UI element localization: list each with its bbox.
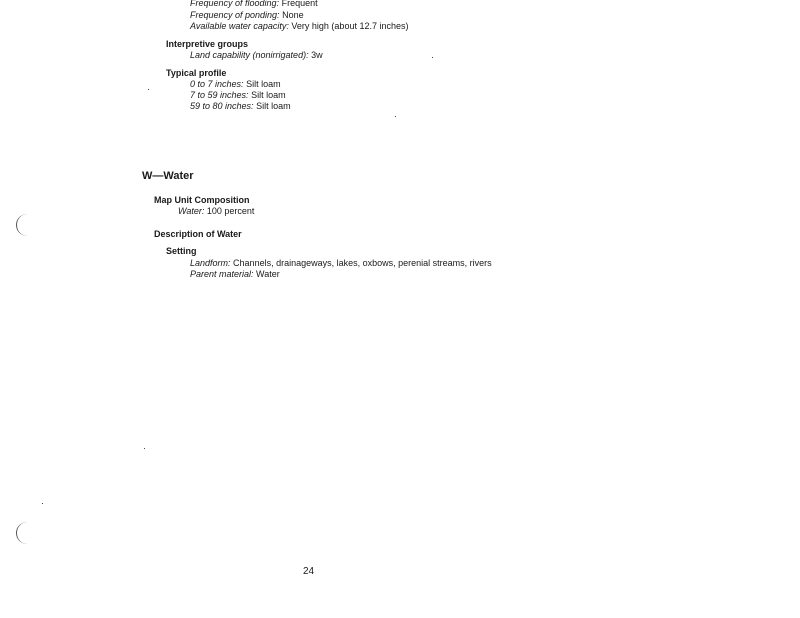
- binder-hole-mark: [16, 522, 31, 544]
- profile-row: [190, 79, 281, 90]
- profile-depth: 0 to 7 inches:: [190, 79, 244, 89]
- scan-speck: [148, 89, 149, 90]
- map-unit-title: W—Water: [142, 170, 194, 182]
- profile-depth: 59 to 80 inches:: [190, 101, 254, 111]
- profile-depth: 7 to 59 inches:: [190, 90, 249, 100]
- ponding-label: Frequency of ponding:: [190, 10, 280, 20]
- awc-line: [190, 21, 408, 32]
- awc-value: Very high (about 12.7 inches): [291, 21, 409, 31]
- landform-label: Landform:: [190, 258, 231, 268]
- setting-heading: Setting: [166, 246, 197, 256]
- interpretive-groups-heading: Interpretive groups: [166, 39, 249, 49]
- land-capability-line: [190, 50, 323, 61]
- scan-speck: [395, 116, 396, 117]
- flooding-label: Frequency of flooding:: [190, 0, 280, 8]
- ponding-line: [190, 10, 304, 21]
- composition-label: Water:: [178, 206, 205, 216]
- scan-speck: [144, 448, 145, 449]
- profile-texture: Silt loam: [251, 90, 286, 100]
- flooding-value: Frequent: [281, 0, 318, 8]
- landform-line: [190, 258, 492, 269]
- land-capability-value: 3w: [311, 50, 323, 60]
- parent-material-line: [190, 269, 280, 280]
- landform-value: Channels, drainageways, lakes, oxbows, perenial streams, rivers: [233, 258, 492, 268]
- flooding-line: [190, 0, 318, 9]
- composition-line: [178, 206, 254, 217]
- description-heading: Description of Water: [154, 229, 242, 239]
- awc-label: Available water capacity:: [190, 21, 289, 31]
- parent-material-value: Water: [256, 269, 280, 279]
- binder-hole-mark: [16, 214, 31, 236]
- profile-texture: Silt loam: [256, 101, 291, 111]
- land-capability-label: Land capability (nonirrigated):: [190, 50, 309, 60]
- profile-row: [190, 101, 291, 112]
- composition-value: 100 percent: [206, 206, 255, 216]
- page-number: 24: [303, 566, 315, 577]
- map-unit-composition-heading: Map Unit Composition: [154, 195, 250, 205]
- scan-speck: [42, 503, 43, 504]
- scan-speck: [432, 57, 433, 58]
- ponding-value: None: [282, 10, 304, 20]
- profile-texture: Silt loam: [246, 79, 281, 89]
- typical-profile-heading: Typical profile: [166, 68, 227, 78]
- profile-row: [190, 90, 286, 101]
- parent-material-label: Parent material:: [190, 269, 254, 279]
